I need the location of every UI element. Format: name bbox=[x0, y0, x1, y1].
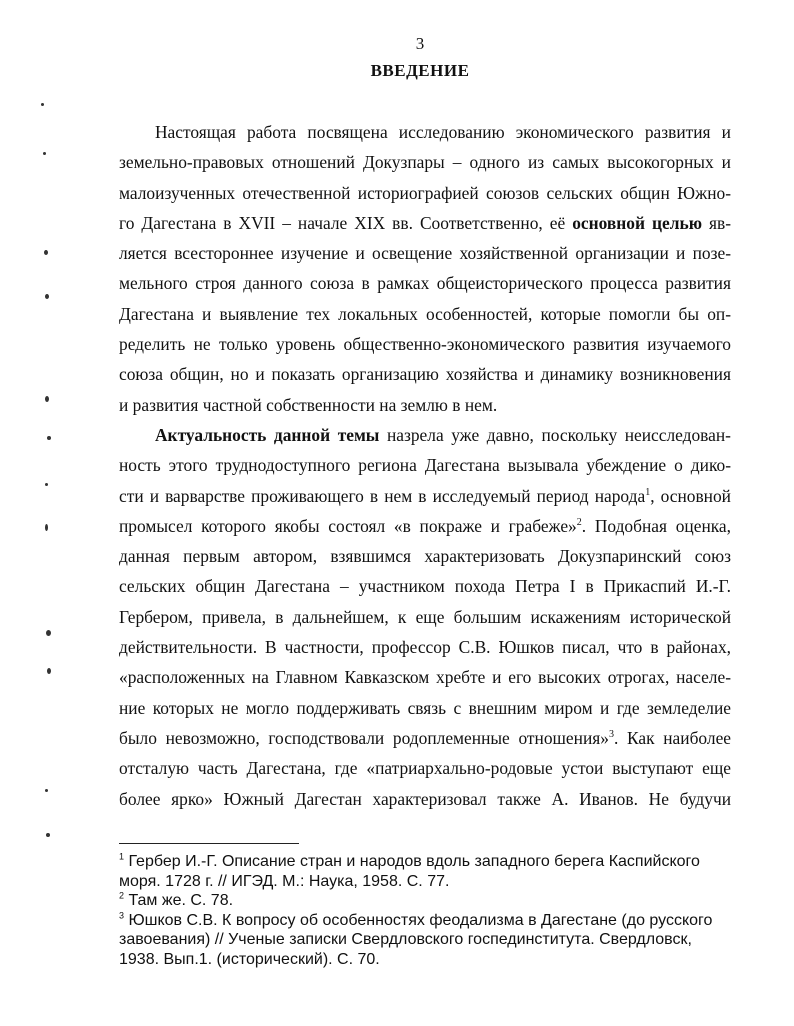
text-line: действительности. В частности, профессор С.В. Юшков писал, что в районах, bbox=[119, 637, 731, 658]
text-line: земельно-правовых отношений Докузпары – одного из самых высокогорных и bbox=[119, 152, 731, 173]
text-line: данная первым автором, взявшимся характеризовать Докузпаринский союз bbox=[119, 546, 731, 567]
text-line: Гербером, привела, в дальнейшем, к еще большим искажениям исторической bbox=[119, 606, 731, 627]
footnote-2 bbox=[119, 891, 739, 911]
scan-speck bbox=[45, 294, 49, 299]
bold-phrase: основной целью bbox=[572, 212, 702, 233]
scan-speck bbox=[46, 630, 51, 636]
text-line: более ярко» Южный Дагестан характеризовал также А. Иванов. Не будучи bbox=[119, 788, 731, 809]
text-line: ляется всестороннее изучение и освещение хозяйственной организации и позе- bbox=[119, 243, 731, 264]
footnote-ref[interactable]: 3 bbox=[608, 729, 614, 741]
footnote-ref[interactable]: 2 bbox=[576, 517, 582, 529]
footnotes bbox=[119, 852, 739, 969]
footnote-number: 2 bbox=[119, 890, 125, 901]
text-line: Дагестана и выявление тех локальных особенностей, которые помогли бы оп- bbox=[119, 303, 731, 324]
page-number: 3 bbox=[415, 34, 425, 53]
text-line: и развития частной собственности на землю в нем. bbox=[119, 394, 498, 415]
footnote-ref[interactable]: 1 bbox=[645, 486, 651, 498]
text-segment: было невозможно, господствовали родоплеменные отношения» bbox=[119, 727, 609, 748]
text-line: союза общин, но и показать организацию хозяйства и динамику возникновения bbox=[119, 364, 731, 385]
scan-speck bbox=[46, 833, 50, 837]
text-segment: , основной bbox=[650, 485, 731, 506]
footnote-text: 1938. Вып.1. (исторический). С. 70. bbox=[119, 950, 380, 968]
text-line: отсталую часть Дагестана, где «патриархально-родовые устои выступают еще bbox=[119, 758, 731, 779]
text-line: «расположенных на Главном Кавказском хребте и его высоких отрогах, населе- bbox=[119, 667, 731, 688]
scan-speck bbox=[45, 524, 48, 531]
scan-speck bbox=[44, 250, 48, 255]
footnote-1 bbox=[119, 852, 739, 872]
footnote-number: 1 bbox=[119, 851, 125, 862]
text-line: ние которых не могло поддерживать связь с внешним миром и где земледелие bbox=[119, 697, 731, 718]
footnote-text: Там же. С. 78. bbox=[124, 892, 234, 909]
text-line: мельного строя данного союза в рамках общеисторического процесса развития bbox=[119, 273, 731, 294]
text-line bbox=[119, 208, 731, 238]
text-line: Настоящая работа посвящена исследованию экономического развития и bbox=[155, 122, 731, 142]
footnote-text: завоевания) // Ученые записки Свердловского госпединститута. Свердловск, bbox=[119, 931, 692, 948]
text-line bbox=[119, 511, 731, 541]
text-line: ность этого труднодоступного региона Дагестана вызывала убеждение о дико- bbox=[119, 455, 731, 476]
footnote-text: Юшков С.В. К вопросу об особенностях феодализма в Дагестане (до русского bbox=[124, 911, 713, 929]
scan-speck bbox=[43, 152, 46, 155]
scan-speck bbox=[47, 668, 51, 674]
text-line: малоизученных отечественной историографией союзов сельских общин Южно- bbox=[119, 182, 731, 203]
bold-phrase: Актуальность данной темы bbox=[155, 424, 380, 445]
body-text bbox=[119, 117, 731, 814]
scan-speck bbox=[47, 436, 51, 440]
footnote-3 bbox=[119, 911, 739, 931]
scan-speck bbox=[45, 396, 49, 402]
text-line bbox=[119, 723, 731, 753]
text-segment: яв- bbox=[702, 212, 732, 233]
text-segment: сти и варварстве проживающего в нем в исследуемый период народа bbox=[119, 485, 646, 506]
text-segment: . Как наиболее bbox=[613, 727, 732, 748]
scan-speck bbox=[41, 103, 44, 106]
footnote-divider bbox=[119, 843, 299, 844]
text-segment: промысел которого якобы состоял «в покраже и грабеже» bbox=[119, 515, 577, 536]
footnote-text: Гербер И.-Г. Описание стран и народов вдоль западного берега Каспийского bbox=[124, 853, 700, 870]
scan-speck bbox=[45, 789, 48, 792]
text-line bbox=[119, 420, 731, 450]
footnote-number: 3 bbox=[119, 910, 125, 921]
text-line bbox=[119, 481, 731, 511]
scan-speck bbox=[45, 483, 48, 486]
text-line: ределить не только уровень общественно-экономического развития изучаемого bbox=[119, 334, 731, 355]
text-segment: го Дагестана в XVII – начале XIX вв. Соответственно, её bbox=[119, 212, 573, 233]
text-segment: назрела уже давно, поскольку неисследован- bbox=[379, 424, 731, 445]
footnote-text: моря. 1728 г. // ИГЭД. М.: Наука, 1958. С. 77. bbox=[119, 872, 450, 890]
text-line: сельских общин Дагестана – участником похода Петра I в Прикаспий И.-Г. bbox=[119, 576, 731, 597]
text-segment: . Подобная оценка, bbox=[581, 515, 732, 536]
page-title: ВВЕДЕНИЕ bbox=[370, 61, 470, 80]
